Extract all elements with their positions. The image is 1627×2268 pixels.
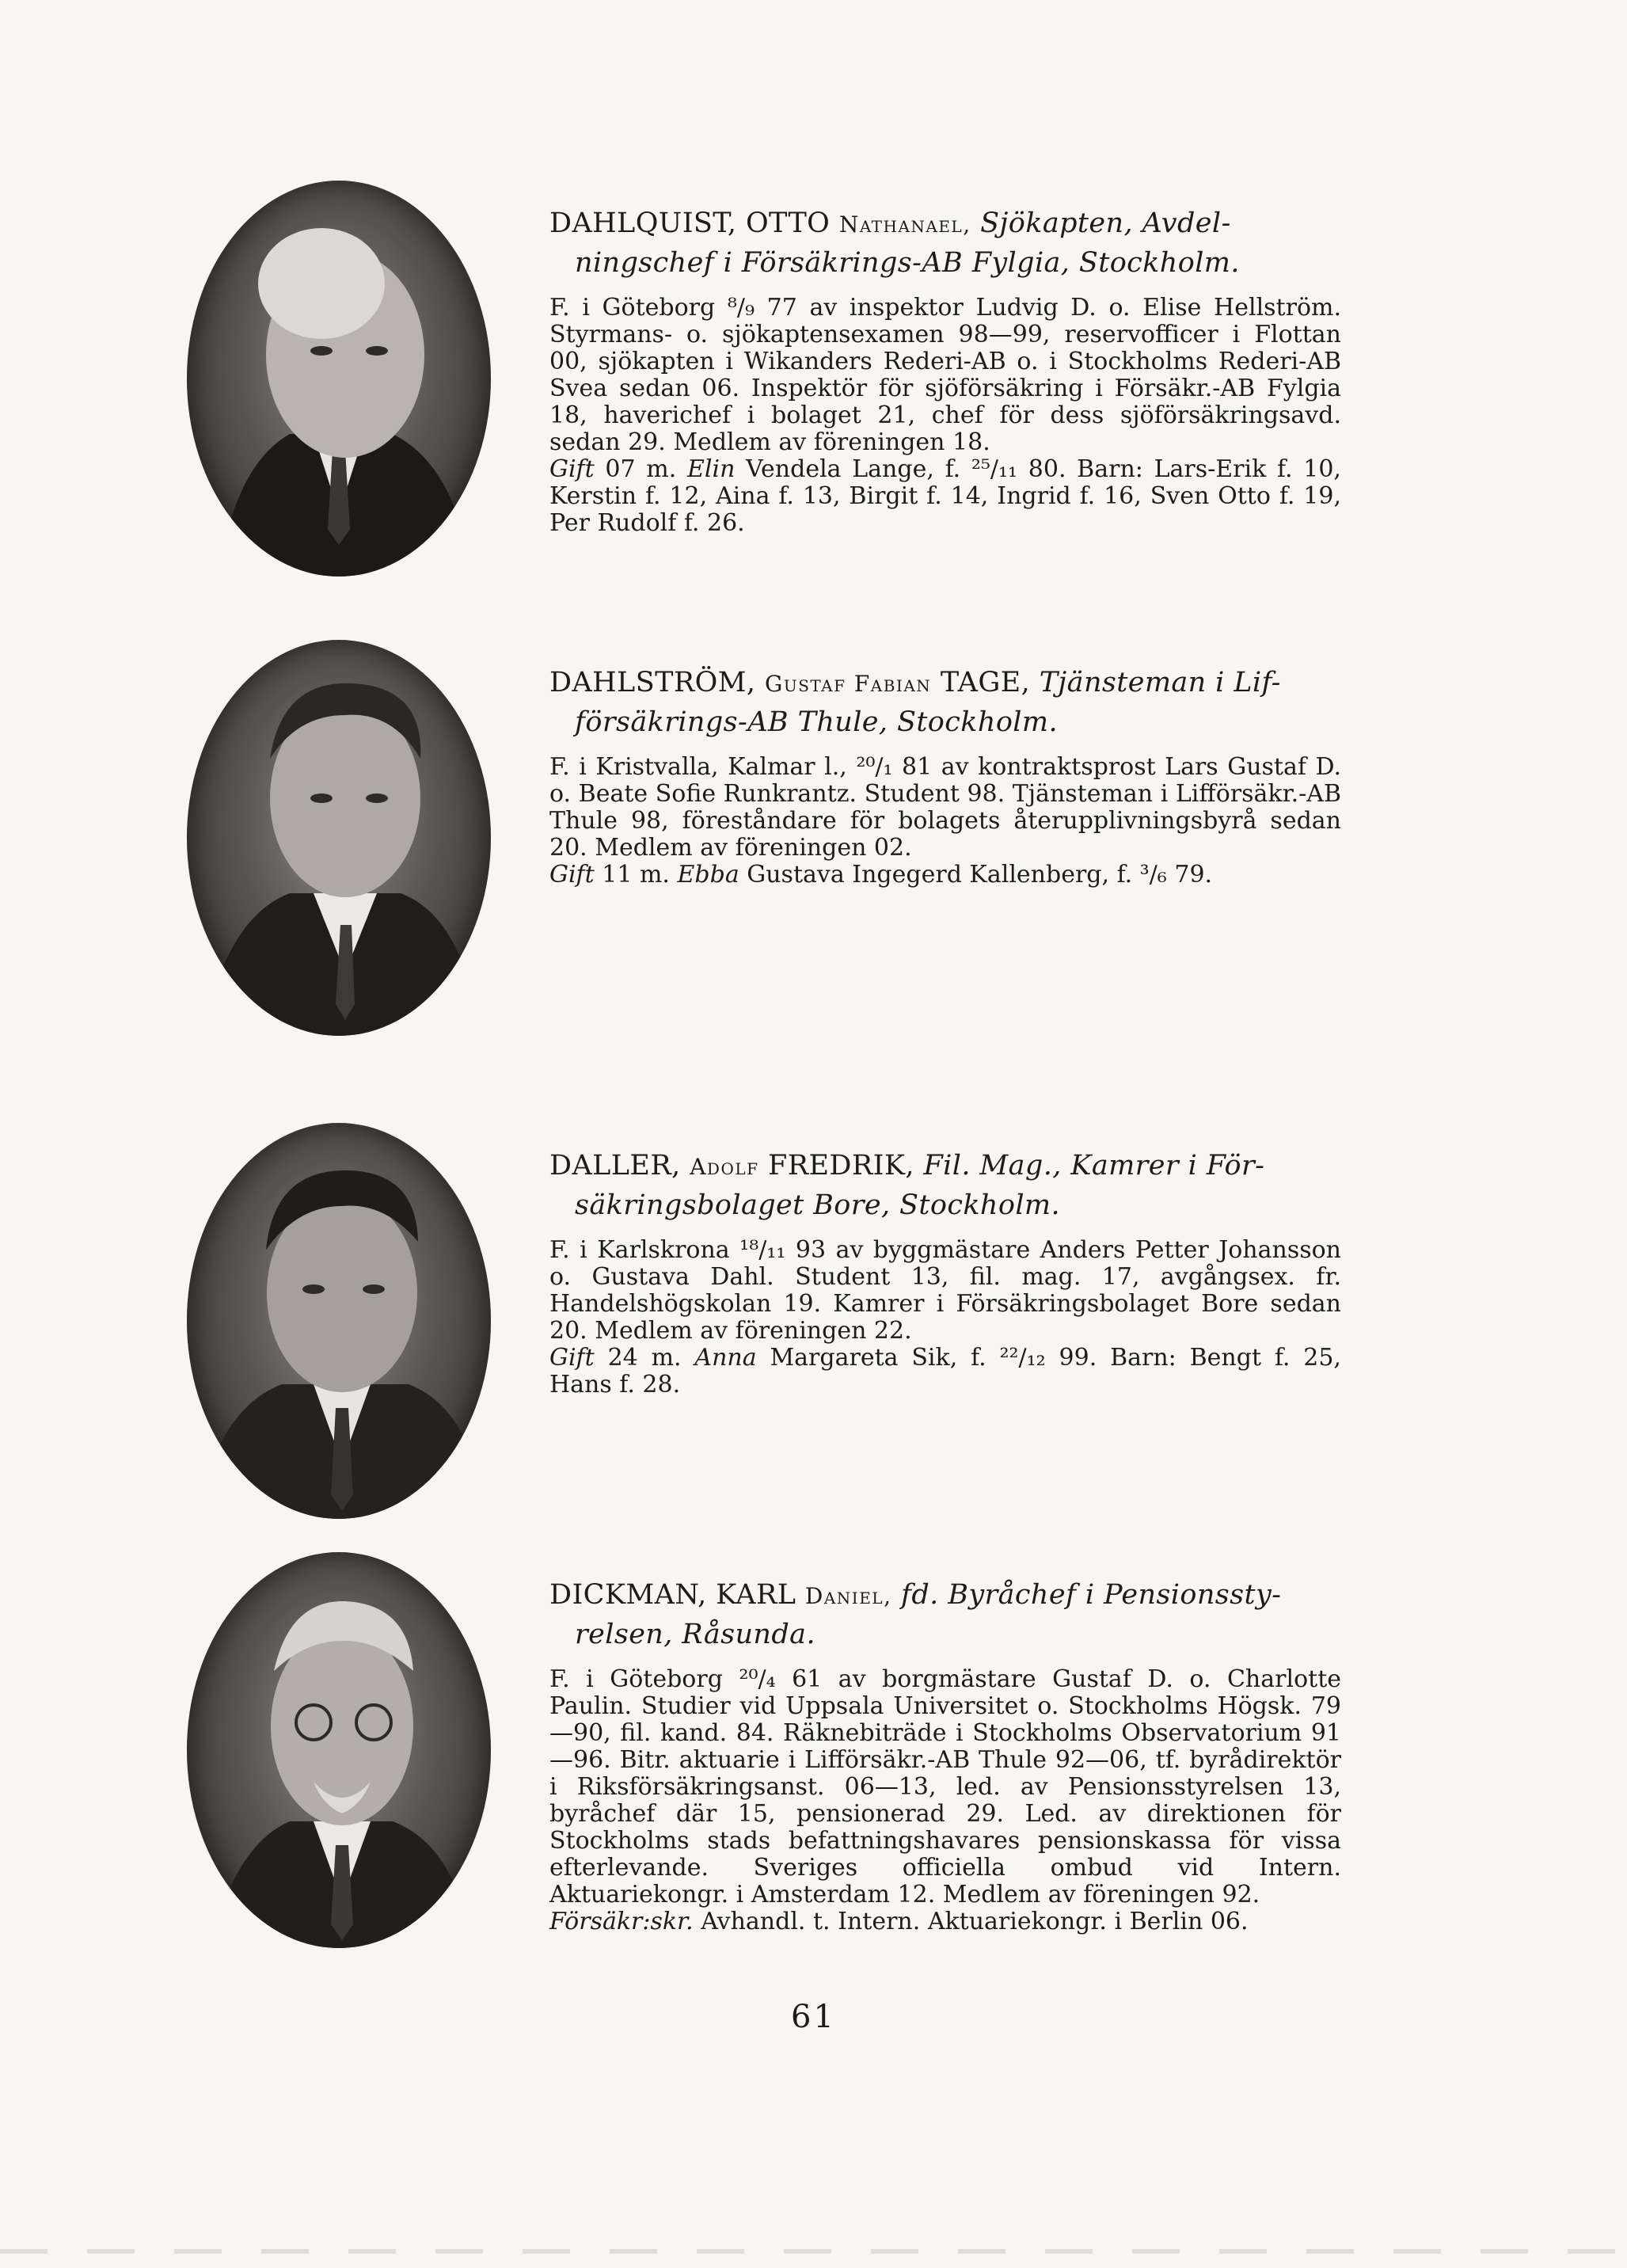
family-rest: Vendela Lange, f. ²⁵/₁₁ 80. Barn: Lars-Erik f. 10, Kerstin f. 12, Aina f. 13, Birgit f. 14, Ingrid f. 16, Sven Otto f. 19, Per Rudolf f. 26. (549, 455, 1341, 537)
occupation: Tjänsteman i Lif- (1039, 667, 1281, 698)
spouse-first-name: Anna (694, 1344, 757, 1372)
biography (549, 1237, 1341, 1398)
entry-text (549, 664, 1341, 889)
bio-text: F. i Göteborg ²⁰/₄ 61 av borgmästare Gustaf D. o. Charlotte Paulin. Studier vid Uppsala Universitet o. Stockholms Högsk. 79—90, fil. kand. 84. Räknebiträde i Stockholms Observatorium 91—96. Bitr. aktuarie i Lifförsäkr.-AB Thule 92—06, tf. byrådirektör i Riksförsäkringsanst. 06—13, led. av Pensionsstyrelsen 13, byråchef där 15, pensionerad 29. Led. av direktionen för Stockholms stads befattningshavares pensionskassa för vissa efterlevande. Sveriges officiella ombud vid Intern. Aktuariekongr. i Amsterdam 12. Medlem av föreningen 92. (549, 1665, 1341, 1908)
occupation-continued: relsen, Råsunda. (575, 1619, 815, 1650)
given-name-smallcaps: Nathanael, (838, 211, 971, 238)
family-pre: 24 m. (607, 1344, 682, 1372)
portrait-photo (187, 1123, 491, 1519)
entry-heading (549, 1576, 1341, 1653)
family-text (549, 456, 1341, 537)
given-name-smallcaps: Adolf (690, 1154, 759, 1180)
given-name: TAGE, (940, 667, 1031, 698)
page-number: 61 (791, 1999, 836, 2035)
portrait-figure (187, 640, 491, 1036)
family-text (549, 1908, 1341, 1935)
biography (549, 754, 1341, 889)
occupation: Sjökapten, Avdel- (980, 207, 1231, 239)
portrait-photo (187, 181, 491, 577)
biography (549, 1666, 1341, 1935)
family-label: Gift (549, 455, 595, 483)
given-name-smallcaps: Gustaf Fabian (764, 671, 932, 697)
biography (549, 295, 1341, 537)
family-label: Gift (549, 1344, 595, 1372)
portrait-figure (187, 1123, 491, 1519)
portrait-figure (187, 1552, 491, 1948)
family-text (549, 862, 1341, 889)
given-name-smallcaps: Daniel, (804, 1583, 892, 1609)
portrait-photo (187, 640, 491, 1036)
family-rest: Gustava Ingegerd Kallenberg, f. ³/₆ 79. (747, 861, 1213, 889)
bio-text: F. i Karlskrona ¹⁸/₁₁ 93 av byggmästare Anders Petter Johansson o. Gustava Dahl. Student 13, fil. mag. 17, avgångsex. fr. Handelshögskolan 19. Kamrer i Försäkringsbolaget Bore sedan 20. Medlem av föreningen 22. (549, 1236, 1341, 1345)
family-pre: 11 m. (602, 861, 670, 889)
spouse-first-name: Elin (687, 455, 736, 483)
family-label: Gift (549, 861, 595, 889)
entry-text (549, 1576, 1341, 1935)
occupation-continued: ningschef i Försäkrings-AB Fylgia, Stockholm. (575, 247, 1240, 279)
bio-text: F. i Kristvalla, Kalmar l., ²⁰/₁ 81 av kontraktsprost Lars Gustaf D. o. Beate Sofie Runkrantz. Student 98. Tjänsteman i Lifförsäkr.-AB Thule 98, föreståndare för bolagets återupplivningsbyrå sedan 20. Medlem av föreningen 02. (549, 753, 1341, 862)
family-text (549, 1345, 1341, 1398)
surname: DAHLQUIST, (549, 207, 737, 239)
given-name: OTTO (745, 207, 831, 239)
entry-heading (549, 664, 1341, 741)
surname: DICKMAN, (549, 1579, 707, 1611)
spouse-first-name: Ebba (677, 861, 739, 889)
given-name: KARL (716, 1579, 796, 1611)
entry-heading (549, 204, 1341, 282)
occupation: fd. Byråchef i Pensionssty- (901, 1579, 1282, 1611)
family-rest: Margareta Sik, f. ²²/₁₂ 99. Barn: Bengt f. 25, Hans f. 28. (549, 1344, 1341, 1398)
portrait-figure (187, 181, 491, 577)
entry-text (549, 1147, 1341, 1398)
entry-text (549, 204, 1341, 537)
given-name: FREDRIK, (768, 1150, 914, 1182)
family-label: Försäkr:skr. (549, 1908, 694, 1935)
surname: DALLER, (549, 1150, 681, 1182)
occupation-continued: försäkrings-AB Thule, Stockholm. (575, 706, 1059, 738)
scan-edge-artifact (0, 2249, 1627, 2254)
surname: DAHLSTRÖM, (549, 667, 756, 698)
portrait-photo (187, 1552, 491, 1948)
bio-text: F. i Göteborg ⁸/₉ 77 av inspektor Ludvig D. o. Elise Hellström. Styrmans- o. sjökaptensexamen 98—99, reservofficer i Flottan 00, sjökapten i Wikanders Rederi-AB o. i Stockholms Rederi-AB Svea sedan 06. Inspektör för sjöförsäkring i Försäkr.-AB Fylgia 18, haverichef i bolaget 21, chef för dess sjöförsäkringsavd. sedan 29. Medlem av föreningen 18. (549, 294, 1341, 456)
entry-heading (549, 1147, 1341, 1224)
family-rest: Avhandl. t. Intern. Aktuariekongr. i Berlin 06. (701, 1908, 1249, 1935)
occupation-continued: säkringsbolaget Bore, Stockholm. (575, 1189, 1061, 1221)
family-pre: 07 m. (605, 455, 677, 483)
occupation: Fil. Mag., Kamrer i För- (923, 1150, 1265, 1182)
